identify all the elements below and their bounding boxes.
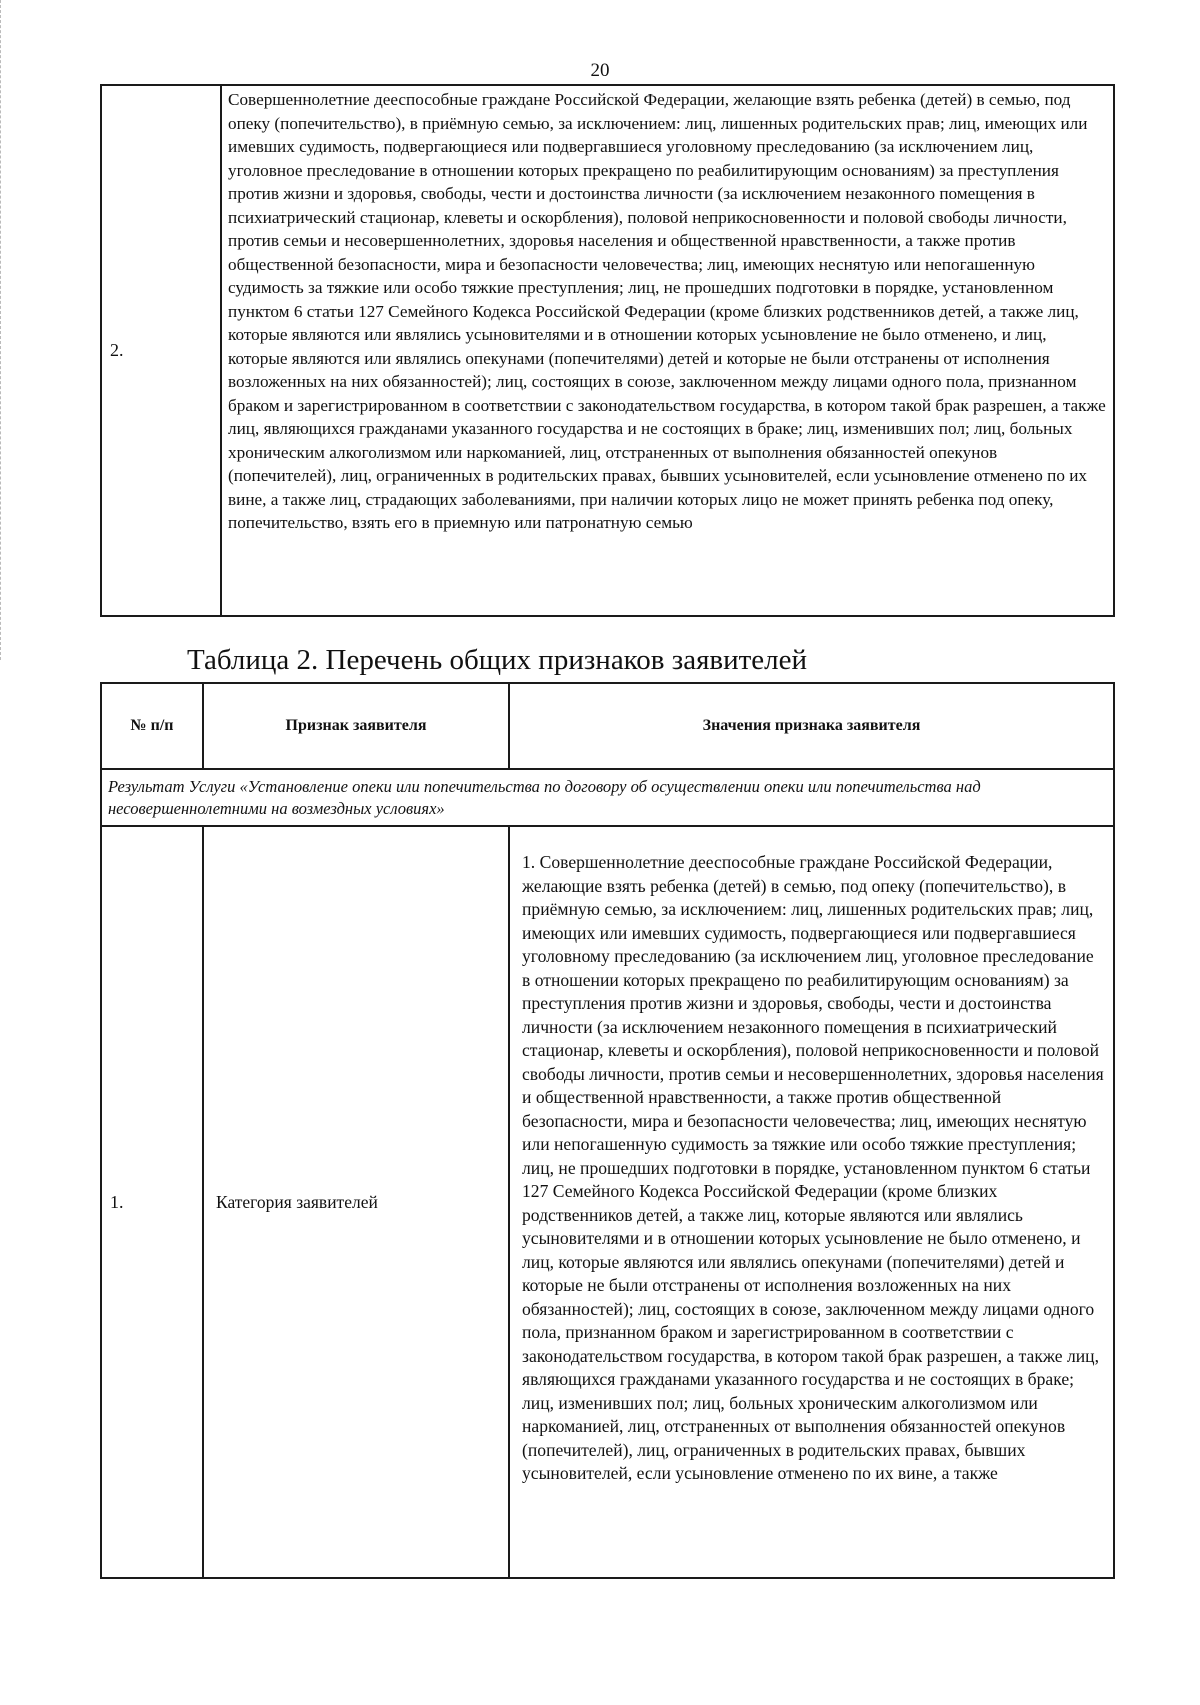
service-result-cell: Результат Услуги «Установление опеки или попечительства по договору об осуществлении опеки или попечительства над несовершеннолетними на возмездных условиях» <box>101 769 1114 826</box>
header-values: Значения признака заявителя <box>509 683 1114 769</box>
row-text-cell: Совершеннолетние дееспособные граждане Российской Федерации, желающие взять ребенка (детей) в семью, под опеку (попечительство), в приёмную семью, за исключением: лиц, лишенных родительских прав; лиц, имеющих или имевших судимость, подвергающиеся или подвергавшиеся уголовному преследованию (за исключением лиц, уголовное преследование в отношении которых прекращено по реабилитирующим основаниям) за преступления против жизни и здоровья, свободы, чести и достоинства личности (за исключением незаконного помещения в психиатрический стационар, клеветы и оскорбления), половой неприкосновенности и половой свободы личности, против семьи и несовершеннолетних, здоровья населения и общественной нравственности, а также против общественной безопасности, мира и безопасности человечества; лиц, имеющих неснятую или непогашенную судимость за тяжкие или особо тяжкие преступления; лиц, не прошедших подготовки в порядке, установленном пунктом 6 статьи 127 Семейного Кодекса Российской Федерации (кроме близких родственников детей, а также лиц, которые являются или являлись усыновителями и в отношении которых усыновление не было отменено, и лиц, которые являются или являлись опекунами (попечителями) детей и которые не были отстранены от исполнения возложенных на них обязанностей); лиц, состоящих в союзе, заключенном между лицами одного пола, признанном браком и зарегистрированном в соответствии с законодательством государства, в котором такой брак разрешен, а также лиц, являющихся гражданами указанного государства и не состоящих в браке; лиц, изменивших пол; лиц, больных хроническим алкоголизмом или наркоманией, лиц, отстраненных от выполнения обязанностей опекунов (попечителей), лиц, ограниченных в родительских правах, бывших усыновителей, если усыновление отменено по их вине, а также лиц, страдающих заболеваниями, при наличии которых лицо не может принять ребенка под опеку, попечительство, взять его в приемную или патронатную семью <box>221 85 1114 616</box>
attribute-value-cell: 1. Совершеннолетние дееспособные граждане Российской Федерации, желающие взять ребенка (детей) в семью, под опеку (попечительство), в приёмную семью, за исключением: лиц, лишенных родительских прав; лиц, имеющих или имевших судимость, подвергающиеся или подвергавшиеся уголовному преследованию (за исключением лиц, уголовное преследование в отношении которых прекращено по реабилитирующим основаниям) за преступления против жизни и здоровья, свободы, чести и достоинства личности (за исключением незаконного помещения в психиатрический стационар, клеветы и оскорбления), половой неприкосновенности и половой свободы личности, против семьи и несовершеннолетних, здоровья населения и общественной нравственности, а также против общественной безопасности, мира и безопасности человечества; лиц, имеющих неснятую или непогашенную судимость за тяжкие или особо тяжкие преступления; лиц, не прошедших подготовки в порядке, установленном пунктом 6 статьи 127 Семейного Кодекса Российской Федерации (кроме близких родственников детей, а также лиц, которые являются или являлись усыновителями и в отношении которых усыновление не было отменено, и лиц, которые являются или являлись опекунами (попечителями) детей и которые не были отстранены от исполнения возложенных на них обязанностей); лиц, состоящих в союзе, заключенном между лицами одного пола, признанном браком и зарегистрированном в соответствии с законодательством государства, в котором такой брак разрешен, а также лиц, являющихся гражданами указанного государства и не состоящих в браке; лиц, изменивших пол; лиц, больных хроническим алкоголизмом или наркоманией, лиц, отстраненных от выполнения обязанностей опекунов (попечителей), лиц, ограниченных в родительских правах, бывших усыновителей, если усыновление отменено по их вине, а также <box>509 826 1114 1578</box>
result-row <box>101 769 1114 826</box>
continued-table <box>100 84 1115 617</box>
table-row <box>101 826 1114 1578</box>
header-attribute: Признак заявителя <box>203 683 509 769</box>
table-header-row <box>101 683 1114 769</box>
table-row <box>101 85 1114 616</box>
scan-margin-marks <box>0 0 7 660</box>
row-number-cell: 2. <box>101 85 221 616</box>
attribute-cell: Категория заявителей <box>203 826 509 1578</box>
row-number-cell: 1. <box>101 826 203 1578</box>
table-2-title: Таблица 2. Перечень общих признаков заявителей <box>187 644 808 676</box>
page-number: 20 <box>590 60 610 81</box>
header-number: № п/п <box>101 683 203 769</box>
applicant-attributes-table <box>100 682 1115 1579</box>
